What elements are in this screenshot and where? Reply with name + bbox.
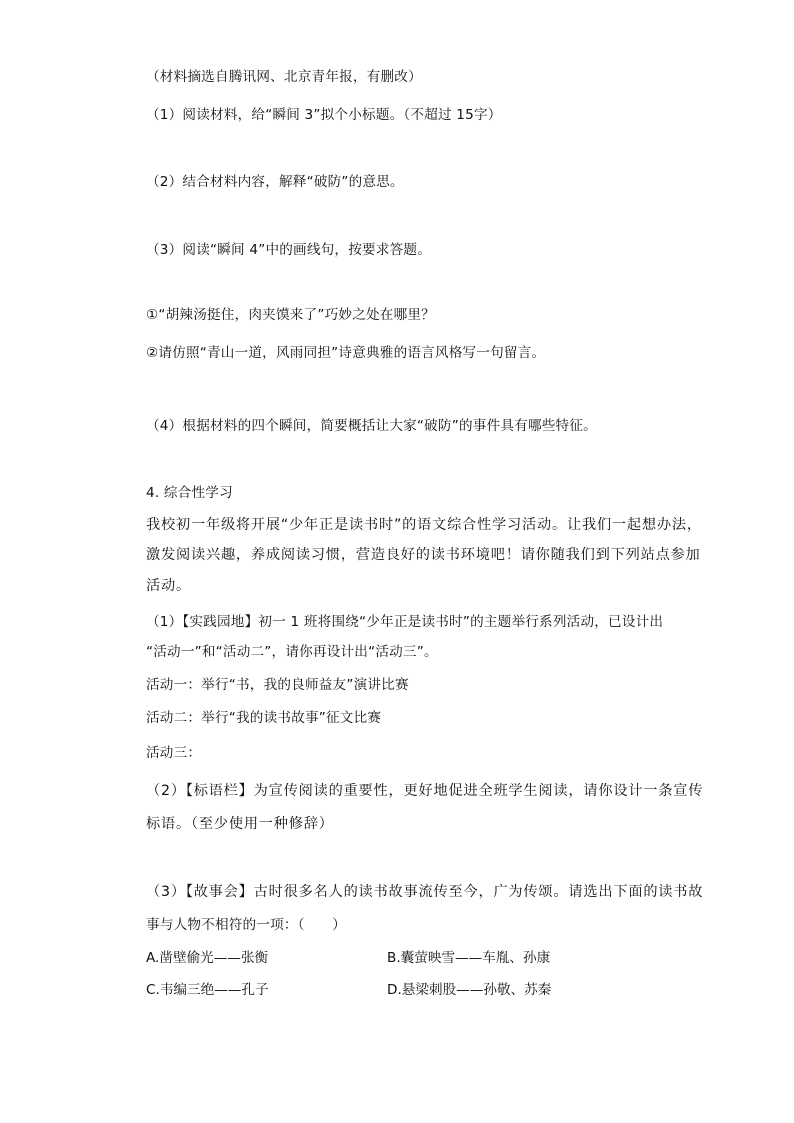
activity-2: 活动二：举行“我的读书故事”征文比赛 bbox=[146, 710, 382, 726]
question-3: （3）阅读“瞬间 4”中的画线句，按要求答题。 bbox=[146, 242, 431, 258]
option-a: A.凿壁偷光——张衡 bbox=[146, 950, 269, 966]
question-2: （2）结合材料内容，解释“破防”的意思。 bbox=[146, 174, 404, 190]
subquestion-2-line-1: （2）【标语栏】为宣传阅读的重要性，更好地促进全班学生阅读，请你设计一条宣传 bbox=[146, 783, 704, 799]
subquestion-1-line-1: （1）【实践园地】初一 1 班将围绕“少年正是读书时”的主题举行系列活动，已设计出 bbox=[146, 614, 664, 630]
intro-line-2: 激发阅读兴趣，养成阅读习惯，营造良好的读书环境吧！请你随我们到下列站点参加 bbox=[146, 547, 701, 563]
option-d: D.悬梁刺股——孙敬、苏秦 bbox=[387, 982, 552, 998]
subquestion-1-line-2: “活动一”和“活动二”，请你再设计出“活动三”。 bbox=[146, 644, 438, 660]
question-3-part-1: ①“胡辣汤挺住，肉夹馍来了”巧妙之处在哪里？ bbox=[146, 307, 435, 323]
subquestion-3-line-2: 事与人物不相符的一项：（ ） bbox=[146, 917, 347, 933]
intro-line-3: 活动。 bbox=[146, 578, 191, 594]
section-title: 4. 综合性学习 bbox=[146, 485, 233, 501]
subquestion-3-line-1: （3）【故事会】古时很多名人的读书故事流传至今，广为传颂。请选出下面的读书故 bbox=[146, 884, 704, 900]
source-note: （材料摘选自腾讯网、北京青年报，有删改） bbox=[146, 69, 422, 85]
subquestion-2-line-2: 标语。（至少使用一种修辞） bbox=[146, 816, 334, 832]
option-b: B.囊萤映雪——车胤、孙康 bbox=[387, 950, 551, 966]
activity-3: 活动三： bbox=[146, 745, 202, 761]
intro-line-1: 我校初一年级将开展“少年正是读书时”的语文综合性学习活动。让我们一起想办法， bbox=[146, 517, 702, 533]
question-4: （4）根据材料的四个瞬间，简要概括让大家“破防”的事件具有哪些特征。 bbox=[146, 418, 597, 434]
question-1: （1）阅读材料，给“瞬间 3”拟个小标题。（不超过 15字） bbox=[146, 107, 502, 123]
activity-1: 活动一：举行“书，我的良师益友”演讲比赛 bbox=[146, 677, 409, 693]
option-c: C.韦编三绝——孔子 bbox=[146, 982, 269, 998]
question-3-part-2: ②请仿照“青山一道，风雨同担”诗意典雅的语言风格写一句留言。 bbox=[146, 345, 546, 361]
